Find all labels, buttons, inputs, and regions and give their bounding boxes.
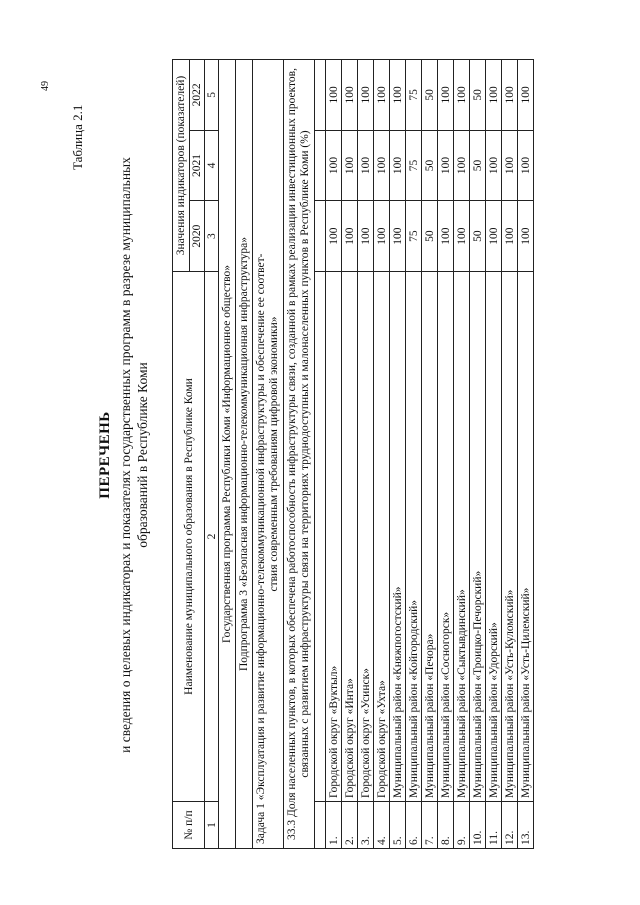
value-2021: 50 bbox=[422, 130, 438, 201]
municipality-name: Городской округ «Инта» bbox=[342, 272, 358, 802]
table-row bbox=[438, 60, 454, 849]
header-num: № п/п bbox=[173, 802, 205, 849]
header-name: Наименование муниципального образования в Республике Коми bbox=[173, 272, 205, 802]
municipality-name: Муниципальный район «Троицко-Печорский» bbox=[470, 272, 486, 802]
column-index: 4 bbox=[205, 130, 219, 201]
municipality-name: Городской округ «Усинск» bbox=[358, 272, 374, 802]
subprogram-row bbox=[236, 60, 253, 849]
table-row bbox=[390, 60, 406, 849]
document-title: ПЕРЕЧЕНЬ bbox=[97, 411, 113, 499]
table-row bbox=[518, 60, 534, 849]
row-number: 12. bbox=[502, 802, 518, 849]
municipality-name: Городской округ «Ухта» bbox=[374, 272, 390, 802]
value-2020: 100 bbox=[374, 201, 390, 272]
value-2020: 100 bbox=[342, 201, 358, 272]
municipality-name: Муниципальный район «Койгородский» bbox=[406, 272, 422, 802]
header-year-2020: 2020 bbox=[190, 201, 205, 272]
task-title-line-1: Задача 1 «Эксплуатация и развитие информационно-телекоммуникационной инфраструктуры и обеспечение ее соответ- bbox=[255, 253, 267, 844]
municipality-name: Муниципальный район «Печора» bbox=[422, 272, 438, 802]
value-2021: 100 bbox=[518, 130, 534, 201]
value-2020: 100 bbox=[518, 201, 534, 272]
value-2022: 100 bbox=[454, 60, 470, 131]
municipality-name: Муниципальный район «Сыктывдинский» bbox=[454, 272, 470, 802]
table-row bbox=[358, 60, 374, 849]
subprogram-title: Подпрограмма 3 «Безопасная информационно-телекоммуникационная инфраструктура» bbox=[236, 60, 253, 849]
value-2020: 100 bbox=[502, 201, 518, 272]
column-index: 1 bbox=[205, 802, 219, 849]
page-number: 49 bbox=[40, 81, 51, 91]
value-2022: 50 bbox=[470, 60, 486, 131]
row-number: 9. bbox=[454, 802, 470, 849]
indicators-table bbox=[172, 59, 534, 849]
value-2020: 100 bbox=[326, 201, 342, 272]
municipality-name: Муниципальный район «Усть-Цилемский» bbox=[518, 272, 534, 802]
value-2021: 100 bbox=[486, 130, 502, 201]
row-number: 4. bbox=[374, 802, 390, 849]
blank-row bbox=[315, 60, 326, 849]
value-2020: 50 bbox=[422, 201, 438, 272]
row-number: 11. bbox=[486, 802, 502, 849]
value-2021: 100 bbox=[502, 130, 518, 201]
value-2021: 75 bbox=[406, 130, 422, 201]
table-row bbox=[454, 60, 470, 849]
row-number: 6. bbox=[406, 802, 422, 849]
value-2022: 100 bbox=[502, 60, 518, 131]
value-2021: 100 bbox=[374, 130, 390, 201]
header-year-2021: 2021 bbox=[190, 130, 205, 201]
program-title: Государственная программа Республики Коми «Информационное общество» bbox=[219, 60, 236, 849]
municipality-name: Муниципальный район «Сосногорск» bbox=[438, 272, 454, 802]
value-2022: 100 bbox=[518, 60, 534, 131]
header-values: Значения индикаторов (показателей) bbox=[173, 60, 190, 272]
value-2022: 100 bbox=[358, 60, 374, 131]
value-2022: 50 bbox=[422, 60, 438, 131]
document-subtitle-line-2: образований в Республике Коми bbox=[135, 362, 150, 548]
table-row bbox=[486, 60, 502, 849]
column-index: 3 bbox=[205, 201, 219, 272]
row-number: 13. bbox=[518, 802, 534, 849]
value-2021: 100 bbox=[326, 130, 342, 201]
value-2021: 100 bbox=[358, 130, 374, 201]
value-2020: 100 bbox=[390, 201, 406, 272]
municipality-name: Городской округ «Вуктыл» bbox=[326, 272, 342, 802]
value-2021: 100 bbox=[438, 130, 454, 201]
value-2021: 100 bbox=[342, 130, 358, 201]
table-row bbox=[422, 60, 438, 849]
document-heading bbox=[97, 65, 151, 845]
indicator-title: 33.3 Доля населенных пунктов, в которых обеспечена работоспособность инфраструктуры связи, созданной в рамках реализации инвестиционных проектов, связанных с развитием инфраструктуры связи на территориях труднодоступных и малонаселенных пунктов в Республике Коми (%) bbox=[284, 60, 315, 849]
header-year-2022: 2022 bbox=[190, 60, 205, 131]
value-2022: 100 bbox=[326, 60, 342, 131]
row-number: 2. bbox=[342, 802, 358, 849]
municipality-name: Муниципальный район «Усть-Куломский» bbox=[502, 272, 518, 802]
table-row bbox=[374, 60, 390, 849]
row-number: 10. bbox=[470, 802, 486, 849]
table-label: Таблица 2.1 bbox=[70, 104, 85, 170]
value-2020: 100 bbox=[486, 201, 502, 272]
column-index-row bbox=[205, 60, 219, 849]
row-number: 5. bbox=[390, 802, 406, 849]
value-2021: 50 bbox=[470, 130, 486, 201]
row-number: 8. bbox=[438, 802, 454, 849]
value-2021: 100 bbox=[454, 130, 470, 201]
table-row bbox=[326, 60, 342, 849]
table-row bbox=[406, 60, 422, 849]
value-2020: 100 bbox=[454, 201, 470, 272]
row-number: 7. bbox=[422, 802, 438, 849]
municipality-name: Муниципальный район «Княжпогостский» bbox=[390, 272, 406, 802]
value-2021: 100 bbox=[390, 130, 406, 201]
table-row bbox=[342, 60, 358, 849]
value-2020: 75 bbox=[406, 201, 422, 272]
column-index: 5 bbox=[205, 60, 219, 131]
indicator-row bbox=[284, 60, 315, 849]
table-row bbox=[470, 60, 486, 849]
table-row bbox=[502, 60, 518, 849]
document-subtitle-line-1: и сведения о целевых индикаторах и показателях государственных программ в разрезе муниципальных bbox=[118, 157, 133, 753]
municipality-name: Муниципальный район «Удорский» bbox=[486, 272, 502, 802]
row-number: 3. bbox=[358, 802, 374, 849]
column-index: 2 bbox=[205, 272, 219, 802]
value-2020: 50 bbox=[470, 201, 486, 272]
value-2022: 100 bbox=[342, 60, 358, 131]
value-2022: 100 bbox=[438, 60, 454, 131]
value-2022: 100 bbox=[390, 60, 406, 131]
value-2022: 100 bbox=[486, 60, 502, 131]
value-2020: 100 bbox=[438, 201, 454, 272]
value-2022: 100 bbox=[374, 60, 390, 131]
task-title-line-2: ствия современным требованиям цифровой экономики» bbox=[268, 316, 280, 592]
value-2020: 100 bbox=[358, 201, 374, 272]
task-title bbox=[253, 60, 284, 849]
task-row bbox=[253, 60, 284, 849]
row-number: 1. bbox=[326, 802, 342, 849]
program-row bbox=[219, 60, 236, 849]
value-2022: 75 bbox=[406, 60, 422, 131]
